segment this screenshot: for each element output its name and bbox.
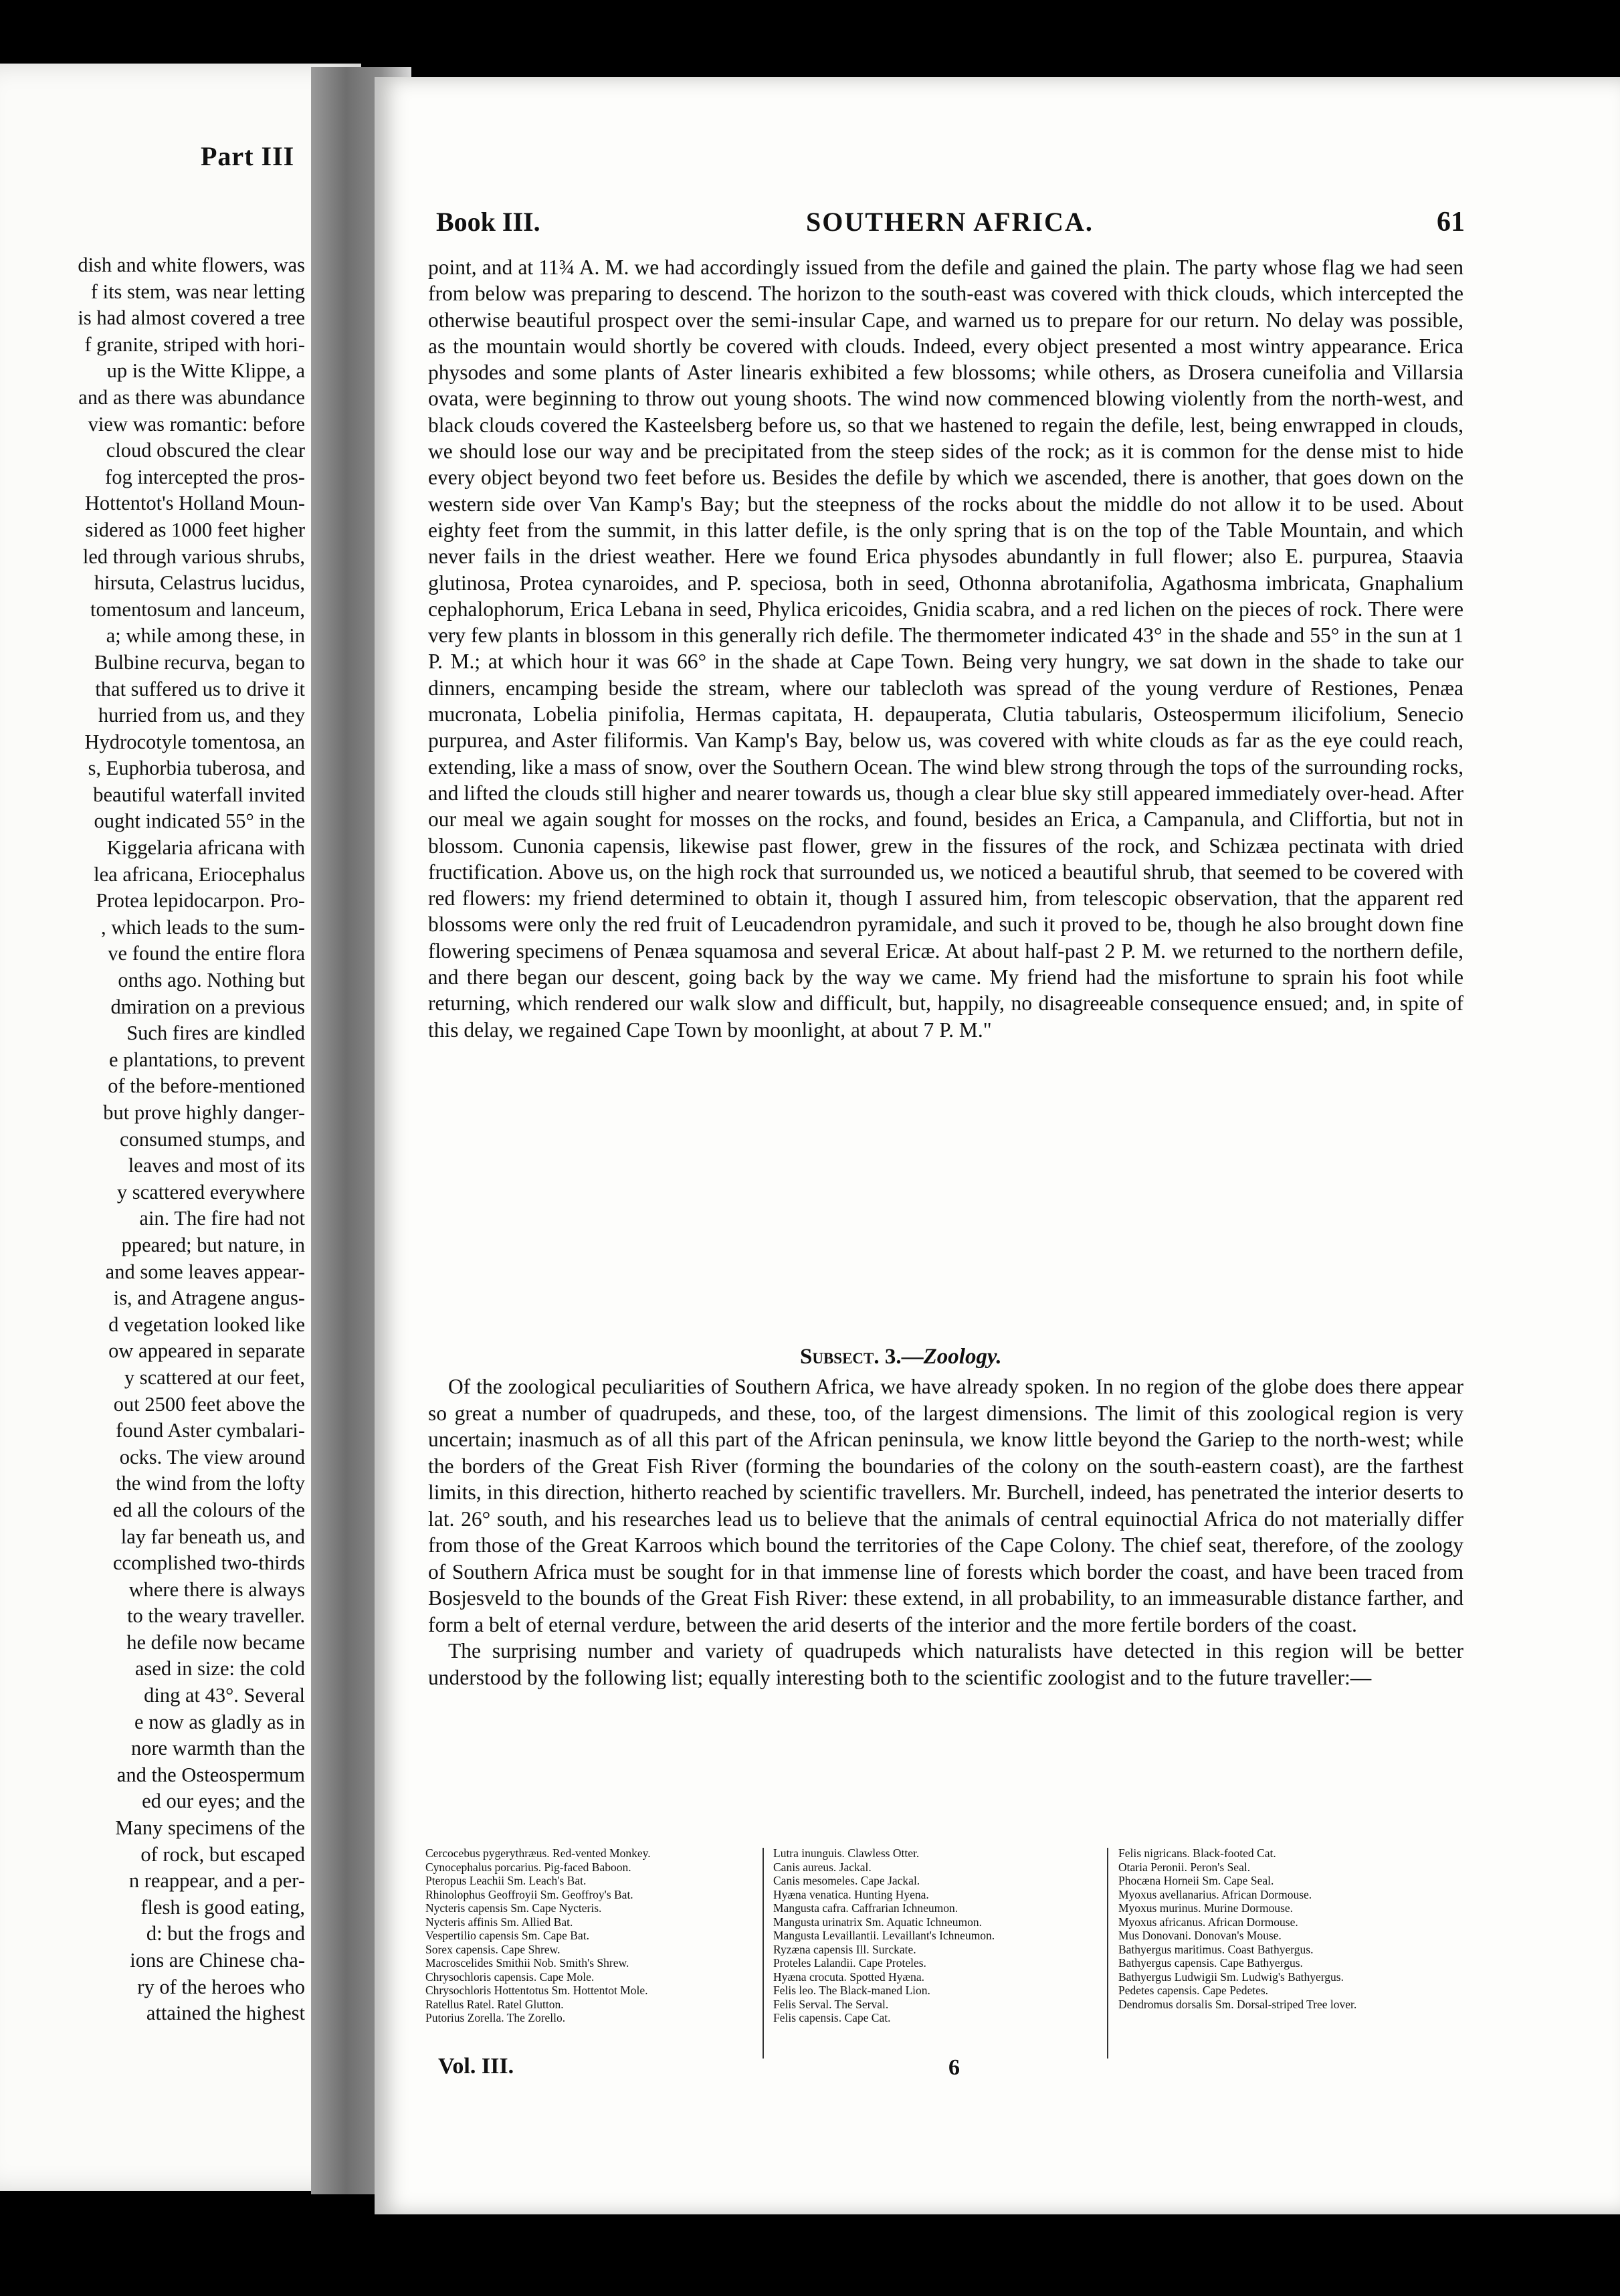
species-entry: Cynocephalus porcarius. Pig-faced Baboon.	[425, 1860, 631, 1874]
left-page-line: ve found the entire flora	[108, 942, 305, 965]
species-entry: Lutra inunguis. Clawless Otter.	[773, 1846, 920, 1860]
narrative-paragraph: point, and at 11¾ A. M. we had accordingly issued from the defile and gained the plain. The party whose flag we had seen from below was preparing to descend. The horizon to the south-east was covered with thick clouds, which intercepted the otherwise beautiful prospect over the semi-insular Cape, and warned us to prepare for our return. No delay was possible, as the mountain would shortly be covered with clouds. Indeed, every object presented a most wintry appearance. Erica physodes and some plants of Aster linearis exhibited a few blossoms; while others, as Drosera cuneifolia and Villarsia ovata, were beginning to throw out young shoots. The wind now commenced blowing violently from the north-west, and black clouds covered the Kasteelsberg before us, so that we hastened to regain the defile, lest, being enwrapped in clouds, we should lose our way and be precipitated from the steep sides of the rock; as it is common for the dense mist to hide every object beyond two feet before us. Besides the defile by which we ascended, there is another, that goes down on the western side over Van Kamp's Bay; but the steepness of the rocks about the middle do not allow it to be used. About eighty feet from the summit, in this latter defile, is the only spring that is on the top of the Table Mountain, and which never fails in the driest weather. Here we found Erica physodes abundantly in full flower; also E. purpurea, Staavia glutinosa, Protea cynaroides, and P. speciosa, both in seed, Othonna abrotanifolia, Agathosma imbricata, Gnaphalium cephalophorum, Erica Lebana in seed, Phylica ericoides, Gnidia scabra, and a red lichen on the pieces of rock. There were very few plants in blossom in this generally rich defile. The thermometer indicated 43° in the shade and 55° in the sun at 1 P. M.; at which hour it was 66° in the shade at Cape Town. Being very hungry, we sat down in the shade to take our dinners, encamping beside the stream, where our tablecloth was spread of the young verdure of Restiones, Penæa mucronata, Lobelia pinifolia, Hermas capitata, H. depauperata, Clutia tabularis, Osteospermum ilicifolium, Senecio purpurea, and Aster filiformis. Van Kamp's Bay, below us, was covered with white clouds as far as the eye could reach, extending, like a mass of snow, over the Southern Ocean. The wind blew strong through the tops of the surrounding rocks, and lifted the clouds still higher and nearer towards us, though a clear blue sky still appeared immediately over-head. After our meal we again sought for mosses on the rocks, and found, besides an Erica, a Campanula, and Cliffortia, but not in blossom. Cunonia capensis, likewise past flower, grew in the fissures of the rock, and Schizæa pectinata with dried fructification. Above us, on the high rock that surrounded us, we noticed a beautiful shrub, that seemed to be covered with red flowers: my friend determined to obtain it, though I assured him, from telescopic observation, that the apparent red blossoms were only the red fruit of Leucadendron pyramidale, and such it proved to be, though he also brought down fine flowering specimens of Penæa squamosa and several Ericæ. At about half-past 2 P. M. we returned to the northern defile, and there began our descent, going back by the way we came. My friend had the misfortune to sprain his foot while returning, which rendered our walk slow and difficult, but, happily, no disagreeable consequence ensued; and, in spite of this delay, we regained Cape Town by moonlight, at about 7 P. M."	[428, 256, 1463, 1042]
species-entry: Felis capensis. Cape Cat.	[773, 2011, 891, 2024]
narrative-text	[428, 254, 1463, 1043]
left-page-line: consumed stumps, and	[119, 1127, 305, 1151]
left-page-line: of rock, but escaped	[140, 1842, 305, 1866]
species-entry: Proteles Lalandii. Cape Proteles.	[773, 1956, 926, 1970]
species-entry: Bathyergus capensis. Cape Bathyergus.	[1118, 1956, 1303, 1970]
left-page-line: y scattered everywhere	[116, 1180, 305, 1204]
left-page-line: that suffered us to drive it	[95, 677, 305, 700]
species-entry: Cercocebus pygerythræus. Red-vented Monkey.	[425, 1846, 651, 1860]
left-page-line: e plantations, to prevent	[108, 1048, 305, 1071]
species-entry: Canis aureus. Jackal.	[773, 1860, 872, 1874]
left-page-line: and as there was abundance	[78, 385, 305, 409]
running-head-book: Book III.	[436, 207, 540, 237]
left-page-line: ocks. The view around	[119, 1445, 305, 1468]
left-page-line: ased in size: the cold	[134, 1657, 305, 1681]
species-entry: Myoxus africanus. African Dormouse.	[1118, 1915, 1298, 1929]
left-page-line: hirsuta, Celastrus lucidus,	[94, 571, 305, 595]
left-page-line: Hydrocotyle tomentosa, an	[84, 730, 305, 753]
left-page-line: n reappear, and a per-	[128, 1869, 305, 1893]
species-list-column	[1118, 1846, 1466, 2011]
species-entry: Pteropus Leachii Sm. Leach's Bat.	[425, 1874, 587, 1887]
species-entry: Putorius Zorella. The Zorello.	[425, 2011, 566, 2024]
species-entry: Bathyergus maritimus. Coast Bathyergus.	[1118, 1942, 1314, 1956]
section-heading	[800, 1345, 1002, 1369]
species-entry: Myoxus avellanarius. African Dormouse.	[1118, 1887, 1312, 1901]
left-page-line: y scattered at our feet,	[124, 1365, 305, 1389]
volume-signature: Vol. III.	[438, 2054, 514, 2079]
left-page-line: ed our eyes; and the	[142, 1790, 305, 1813]
left-page-line: Many specimens of the	[115, 1816, 305, 1840]
left-page-line: sidered as 1000 feet higher	[85, 518, 305, 541]
left-page-line: ding at 43°. Several	[144, 1684, 305, 1707]
species-entry: Vespertilio capensis Sm. Cape Bat.	[425, 1929, 589, 1942]
left-page-line: ought indicated 55° in the	[94, 809, 305, 833]
left-page-line: Kiggelaria africana with	[106, 836, 305, 860]
column-divider	[763, 1848, 764, 2059]
left-page-line: , which leads to the sum-	[101, 915, 305, 939]
left-page-line: dmiration on a previous	[110, 995, 305, 1018]
left-page-line: ow appeared in separate	[108, 1339, 305, 1363]
left-page-line: but prove highly danger-	[103, 1101, 305, 1124]
left-page-line: the wind from the lofty	[116, 1472, 305, 1495]
species-entry: Myoxus murinus. Murine Dormouse.	[1118, 1901, 1294, 1915]
species-entry: Hyæna venatica. Hunting Hyena.	[773, 1887, 929, 1901]
zoology-paragraph: Of the zoological peculiarities of Southern Africa, we have already spoken. In no region of the globe does there appear so great a number of quadrupeds, and these, too, of the largest dimensions. The limit of this zoological region is very uncertain; inasmuch as of all this part of the African peninsula, we know little beyond the Gariep to the north-west; while the borders of the Great Fish River (forming the boundaries of the colony on the south-eastern coast), are the farthest limits, in this direction, hitherto reached by scientific travellers. Mr. Burchell, indeed, has penetrated the interior deserts to lat. 26° south, and his researches lead us to believe that the animals of central equinoctial Africa do not materially differ from those of the Great Karroos which bound the territories of the Cape Colony. The chief seat, therefore, of the zoology of Southern Africa must be sought for in that immense line of forests which border the coast, and have been traced from Bosjesveld to the bounds of the Great Fish River: these extend, in all probability, to an immeasurable distance farther, and form a belt of eternal verdure, between the arid deserts of the interior and the more fertile borders of the coast.	[428, 1375, 1463, 1636]
left-page-line: onths ago. Nothing but	[118, 969, 305, 992]
species-entry: Nycteris capensis Sm. Cape Nycteris.	[425, 1901, 602, 1915]
species-entry: Ryzæna capensis Ill. Surckate.	[773, 1942, 916, 1956]
gathering-signature: 6	[948, 2055, 960, 2080]
left-page-line: d vegetation looked like	[108, 1313, 305, 1336]
zoology-paragraph: The surprising number and variety of quadrupeds which naturalists have detected in this region will be better understood by the following list; equally interesting both to the scientific zoologist and to the future traveller:—	[428, 1639, 1463, 1689]
species-entry: Mangusta Levaillantii. Levaillant's Ichneumon.	[773, 1929, 995, 1942]
species-entry: Mus Donovani. Donovan's Mouse.	[1118, 1929, 1282, 1942]
left-page-line: ppeared; but nature, in	[121, 1233, 305, 1256]
left-page-line: is, and Atragene angus-	[113, 1286, 305, 1310]
left-page-line: led through various shrubs,	[82, 545, 305, 568]
left-page-line: leaves and most of its	[128, 1154, 305, 1177]
left-page-line: found Aster cymbalari-	[116, 1419, 305, 1442]
species-entry: Rhinolophus Geoffroyii Sm. Geoffroy's Bat.	[425, 1887, 633, 1901]
left-page-line: Such fires are kindled	[126, 1022, 305, 1045]
left-page-line: f granite, striped with hori-	[84, 332, 305, 356]
species-entry: Felis nigricans. Black-footed Cat.	[1118, 1846, 1276, 1860]
species-entry: Felis Serval. The Serval.	[773, 1997, 889, 2011]
left-page-line: hurried from us, and they	[98, 704, 305, 727]
left-page-line: is had almost covered a tree	[78, 306, 305, 330]
left-page-line: of the before-mentioned	[108, 1074, 305, 1098]
species-entry: Canis mesomeles. Cape Jackal.	[773, 1874, 920, 1887]
left-page-text	[0, 252, 305, 2027]
running-head-title: SOUTHERN AFRICA.	[806, 207, 1094, 237]
species-entry: Pedetes capensis. Cape Pedetes.	[1118, 1984, 1269, 1997]
left-page-line: ed all the colours of the	[112, 1498, 305, 1521]
left-page-line: ions are Chinese cha-	[130, 1949, 305, 1972]
left-page-line: f its stem, was near letting	[90, 280, 305, 303]
left-page-line: lay far beneath us, and	[120, 1525, 305, 1548]
species-entry: Nycteris affinis Sm. Allied Bat.	[425, 1915, 573, 1929]
left-page-line: cloud obscured the clear	[106, 439, 305, 462]
left-page-line: Bulbine recurva, began to	[94, 650, 305, 674]
left-page-line: up is the Witte Klippe, a	[106, 359, 305, 383]
left-page-line: to the weary traveller.	[127, 1604, 305, 1628]
left-page-line: ain. The fire had not	[139, 1207, 305, 1230]
left-page-line: Hottentot's Holland Moun-	[84, 492, 305, 515]
species-entry: Dendromus dorsalis Sm. Dorsal-striped Tree lover.	[1118, 1997, 1357, 2011]
left-page-line: d: but the frogs and	[146, 1922, 305, 1945]
species-entry: Sorex capensis. Cape Shrew.	[425, 1942, 561, 1956]
left-page-line: and the Osteospermum	[116, 1763, 305, 1786]
left-page-line: dish and white flowers, was	[78, 254, 305, 276]
species-entry: Hyæna crocuta. Spotted Hyæna.	[773, 1970, 924, 1984]
species-entry: Phocæna Horneii Sm. Cape Seal.	[1118, 1874, 1274, 1887]
species-list-column	[773, 1846, 1101, 2025]
species-entry: Ratellus Ratel. Ratel Glutton.	[425, 1997, 564, 2011]
left-page-line: s, Euphorbia tuberosa, and	[88, 757, 305, 780]
left-page-line: flesh is good eating,	[140, 1895, 305, 1919]
left-page-line: he defile now became	[126, 1630, 305, 1654]
left-page-line: a; while among these, in	[106, 624, 305, 648]
left-page-line: out 2500 feet above the	[113, 1392, 305, 1416]
left-page-line: tomentosum and lanceum,	[90, 597, 305, 621]
left-page-line: ccomplished two-thirds	[112, 1551, 305, 1575]
left-page	[0, 64, 361, 2191]
species-entry: Chrysochloris Hottentotus Sm. Hottentot Mole.	[425, 1984, 648, 1997]
left-page-line: e now as gladly as in	[134, 1710, 305, 1733]
species-entry: Macroscelides Smithii Nob. Smith's Shrew.	[425, 1956, 629, 1970]
section-label: Subsect. 3.—	[800, 1345, 924, 1369]
left-page-line: ry of the heroes who	[137, 1975, 305, 1998]
left-page-line: beautiful waterfall invited	[93, 783, 305, 806]
left-page-line: nore warmth than the	[130, 1737, 305, 1760]
species-entry: Chrysochloris capensis. Cape Mole.	[425, 1970, 595, 1984]
left-page-line: attained the highest	[146, 2002, 305, 2025]
left-page-line: Protea lepidocarpon. Pro-	[96, 889, 305, 913]
page-number: 61	[1437, 207, 1465, 237]
species-entry: Otaria Peronii. Peron's Seal.	[1118, 1860, 1251, 1874]
species-entry: Mangusta cafra. Caffrarian Ichneumon.	[773, 1901, 958, 1915]
species-entry: Felis leo. The Black-maned Lion.	[773, 1984, 930, 1997]
left-running-head: Part III	[201, 141, 295, 171]
left-page-line: view was romantic: before	[88, 412, 305, 436]
left-page-line: where there is always	[128, 1577, 305, 1601]
zoology-text	[428, 1373, 1463, 1691]
section-title: Zoology.	[923, 1345, 1002, 1369]
column-divider	[1107, 1848, 1108, 2059]
species-list-column	[425, 1846, 746, 2025]
left-page-line: fog intercepted the pros-	[105, 465, 305, 488]
left-page-line: lea africana, Eriocephalus	[94, 862, 305, 886]
species-entry: Bathyergus Ludwigii Sm. Ludwig's Bathyergus.	[1118, 1970, 1344, 1984]
species-entry: Mangusta urinatrix Sm. Aquatic Ichneumon.	[773, 1915, 983, 1929]
left-page-line: and some leaves appear-	[105, 1260, 305, 1283]
